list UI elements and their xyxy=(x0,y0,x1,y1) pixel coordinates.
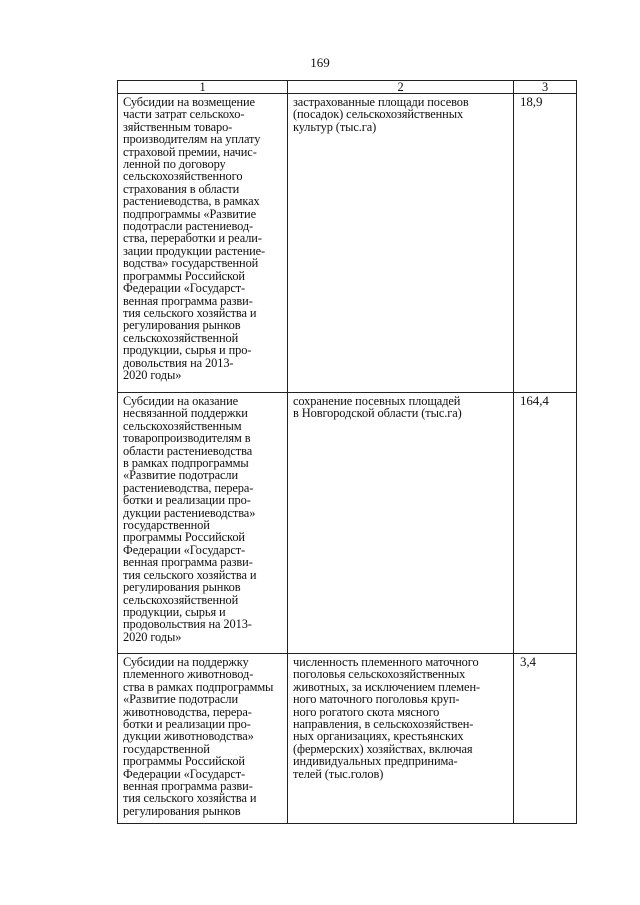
subsidy-name-cell: Субсидии на поддержку племенного животновод- ства в рамках подпрограммы «Развитие подотрасли животноводства, перера- ботки и реализации про- дукции животноводства» государственной программы Российской Федерации «Государст- венная программа разви- тия сельского хозяйства и регулирования рынков xyxy=(118,654,288,824)
table-row xyxy=(118,94,577,393)
value-cell: 3,4 xyxy=(514,654,577,824)
column-header: 2 xyxy=(288,81,514,94)
subsidy-name-cell: Субсидии на возмещение части затрат сельскохо- зяйственным товаро- производителям на уплату страховой премии, начис- ленной по договору сельскохозяйственного страхования в области растениеводства, в рамках подпрограммы «Развитие подотрасли растениевод- ства, переработки и реали- зации продукции растение- водства» государственной программы Российской Федерации «Государст- венная программа разви- тия сельского хозяйства и регулирования рынков сельскохозяйственной продукции, сырья и про- довольствия на 2013- 2020 годы» xyxy=(118,94,288,393)
indicator-cell: застрахованные площади посевов (посадок) сельскохозяйственных культур (тыс.га) xyxy=(288,94,514,393)
indicator-cell: численность племенного маточного поголовья сельскохозяйственных животных, за исключением племен- ного маточного поголовья круп- ного рогатого скота мясного направления, в сельскохозяйствен- ных организациях, крестьянских (фермерских) хозяйствах, включая индивидуальных предпринима- телей (тыс.голов) xyxy=(288,654,514,824)
table-row xyxy=(118,393,577,654)
value-cell: 164,4 xyxy=(514,393,577,654)
column-header: 3 xyxy=(514,81,577,94)
table-header-row xyxy=(118,81,577,94)
page-number: 169 xyxy=(310,55,330,70)
column-header: 1 xyxy=(118,81,288,94)
value-cell: 18,9 xyxy=(514,94,577,393)
indicators-table xyxy=(117,80,577,824)
table-row xyxy=(118,654,577,824)
indicator-cell: сохранение посевных площадей в Новгородской области (тыс.га) xyxy=(288,393,514,654)
subsidy-name-cell: Субсидии на оказание несвязанной поддержки сельскохозяйственным товаропроизводителям в области растениеводства в рамках подпрограммы «Развитие подотрасли растениеводства, перера- ботки и реализации про- дукции растениеводства» государственной программы Российской Федерации «Государст- венная программа разви- тия сельского хозяйства и регулирования рынков сельскохозяйственной продукции, сырья и продовольствия на 2013- 2020 годы» xyxy=(118,393,288,654)
